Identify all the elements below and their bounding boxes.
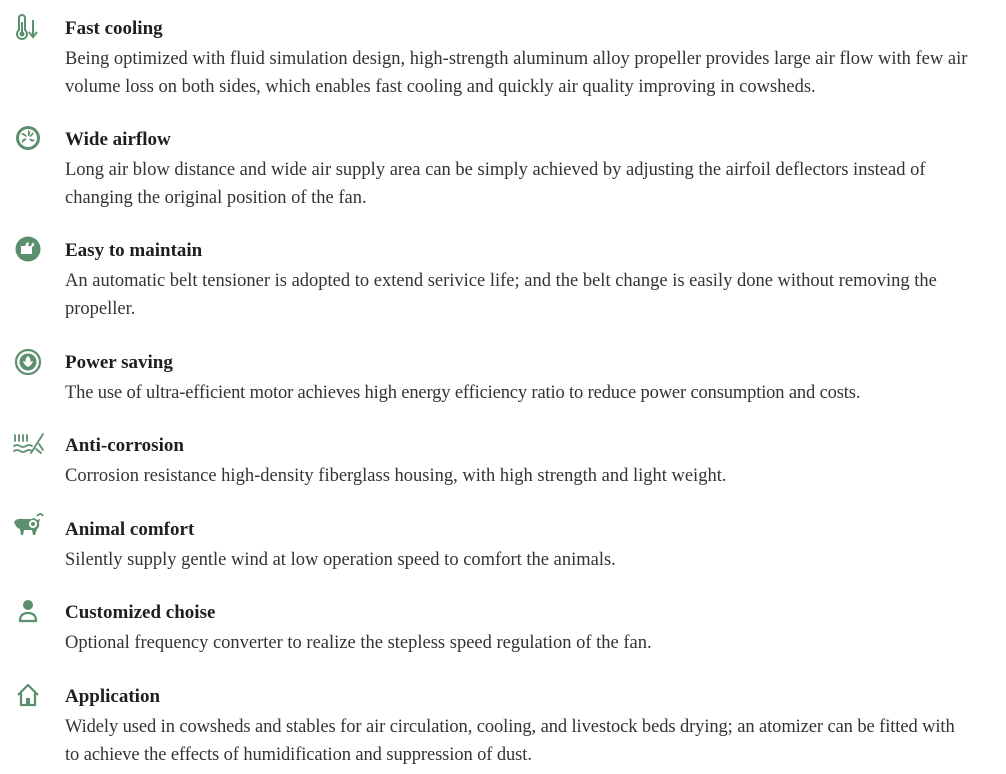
feature-description: Optional frequency converter to realize the stepless speed regulation of the fan.	[65, 633, 652, 653]
fan-icon	[13, 123, 43, 153]
feature-title: Customized choise	[65, 602, 216, 623]
power-leaf-icon	[13, 347, 43, 377]
animal-icon	[11, 511, 45, 541]
feature-description: Long air blow distance and wide air supply area can be simply achieved by adjusting the airfoil deflectors instead of changing the original position of the fan.	[65, 160, 926, 208]
anti-corrosion-icon	[12, 429, 46, 459]
feature-title: Anti-corrosion	[65, 435, 184, 456]
feature-description: The use of ultra-efficient motor achieves high energy efficiency ratio to reduce power consumption and costs.	[65, 383, 861, 403]
feature-title: Wide airflow	[65, 129, 171, 150]
feature-title: Animal comfort	[65, 519, 195, 540]
thermometer-icon	[13, 14, 43, 44]
feature-description: Being optimized with fluid simulation design, high-strength aluminum alloy propeller provides large air flow with few air volume loss on both sides, which enables fast cooling and quickly air quality improving in cowsheds.	[65, 49, 968, 97]
feature-description: Widely used in cowsheds and stables for air circulation, cooling, and livestock beds drying; an atomizer can be fitted with to achieve the effects of humidification and suppression of dust.	[65, 717, 955, 765]
feature-description: Corrosion resistance high-density fiberglass housing, with high strength and light weight.	[65, 466, 727, 486]
feature-title: Easy to maintain	[65, 240, 203, 261]
feature-title: Power saving	[65, 352, 173, 373]
feature-title: Fast cooling	[65, 18, 163, 39]
person-icon	[13, 596, 43, 626]
feature-description: Silently supply gentle wind at low operation speed to comfort the animals.	[65, 550, 616, 570]
feature-title: Application	[65, 686, 161, 707]
house-icon	[13, 680, 43, 710]
feature-description: An automatic belt tensioner is adopted to extend serivice life; and the belt change is easily done without removing the propeller.	[65, 271, 937, 319]
maintenance-icon	[13, 234, 43, 264]
